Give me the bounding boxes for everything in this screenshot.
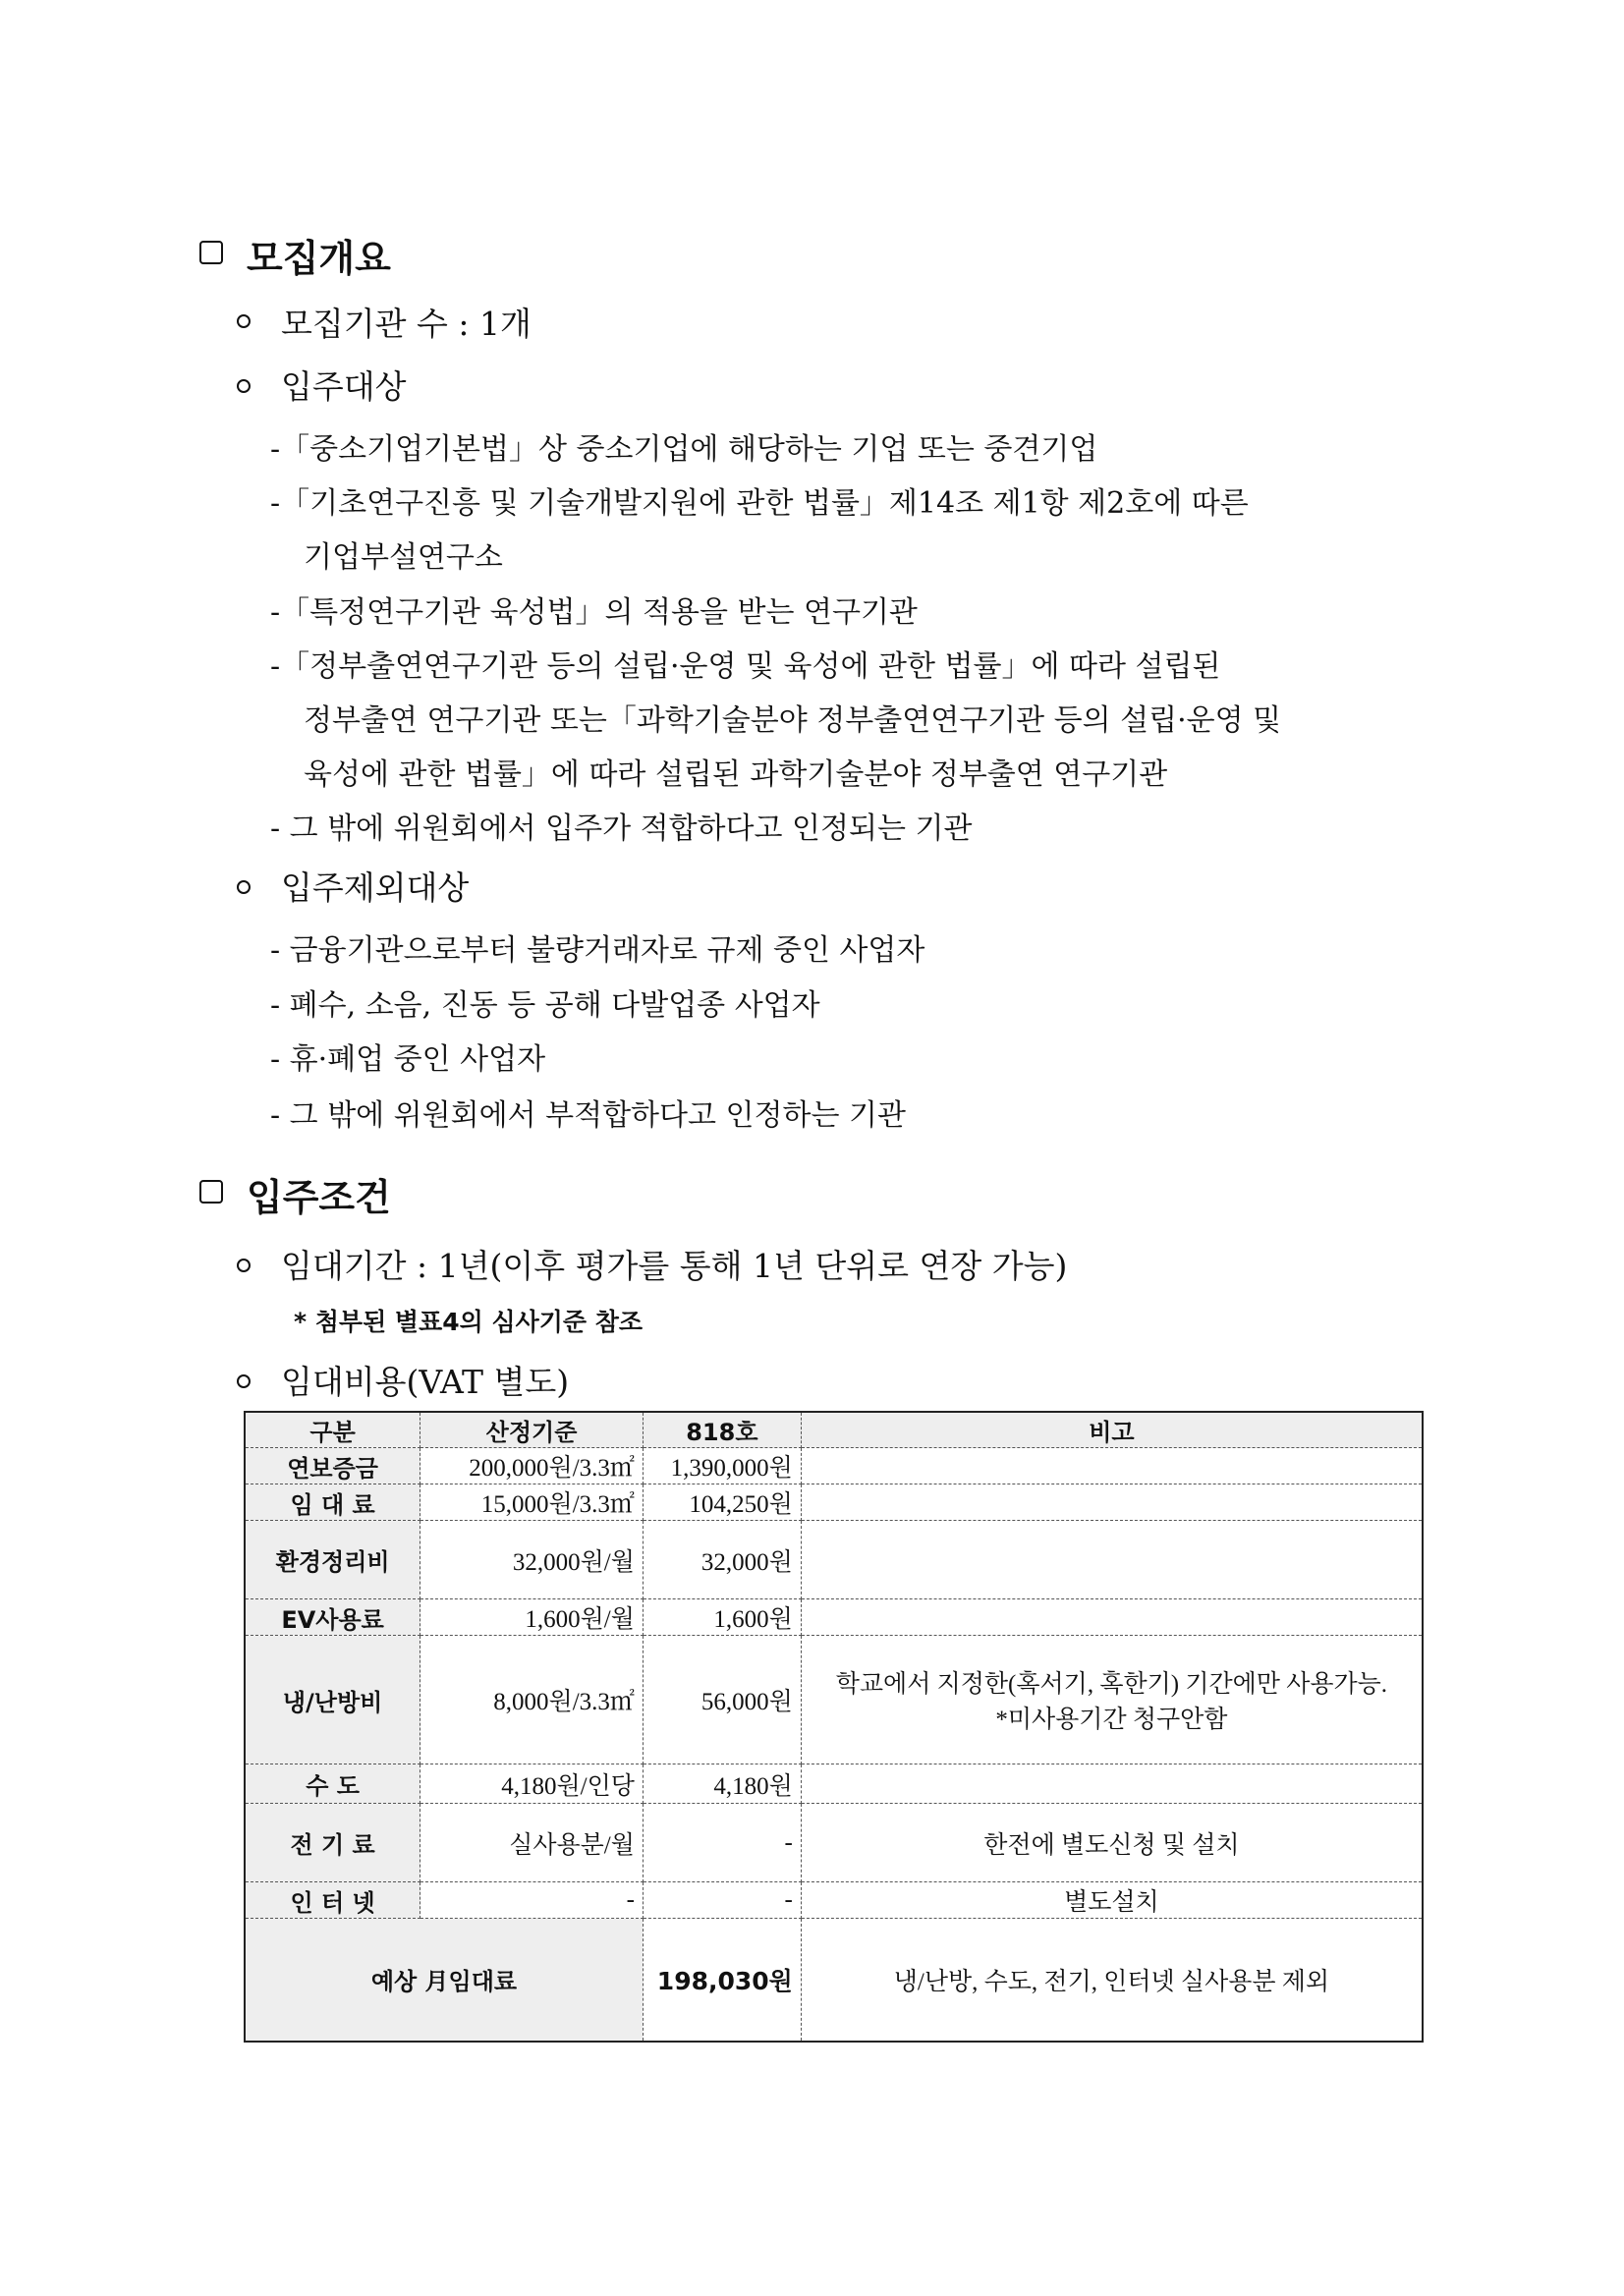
eligible-item-cont: 육성에 관한 법률」에 따라 설립된 과학기술분야 정부출연 연구기관 xyxy=(304,757,1168,792)
fee-table xyxy=(244,1411,1424,2043)
row-amount: - xyxy=(643,1804,801,1882)
table-total-row xyxy=(245,1919,1423,2042)
lease-period: 임대기간 : 1년(이후 평가를 통해 1년 단위로 연장 가능) xyxy=(281,1247,1068,1285)
eligible-item: -「중소기업기본법」상 중소기업에 해당하는 기업 또는 중견기업 xyxy=(270,432,1098,467)
row-category: 임 대 료 xyxy=(245,1484,420,1521)
bullet-circle-icon xyxy=(237,314,251,328)
row-category: 연보증금 xyxy=(245,1448,420,1484)
eligible-item: -「특정연구기관 육성법」의 적용을 받는 연구기관 xyxy=(270,595,918,630)
bullet-circle-icon xyxy=(237,1259,251,1272)
excluded-heading: 입주제외대상 xyxy=(281,868,470,907)
row-basis: 1,600원/월 xyxy=(420,1599,644,1636)
table-row xyxy=(245,1521,1423,1599)
row-remarks xyxy=(801,1764,1423,1804)
row-basis: 실사용분/월 xyxy=(420,1804,644,1882)
row-remarks: 별도설치 xyxy=(801,1882,1423,1919)
total-amount: 198,030원 xyxy=(643,1919,801,2042)
eligible-heading: 입주대상 xyxy=(281,367,407,406)
row-amount: 104,250원 xyxy=(643,1484,801,1521)
row-category: 환경정리비 xyxy=(245,1521,420,1599)
bullet-circle-icon xyxy=(237,1374,251,1388)
excluded-item: - 금융기관으로부터 불량거래자로 규제 중인 사업자 xyxy=(270,933,925,968)
section-title-conditions: 입주조건 xyxy=(247,1176,391,1219)
table-row xyxy=(245,1448,1423,1484)
table-row xyxy=(245,1636,1423,1764)
total-remarks: 냉/난방, 수도, 전기, 인터넷 실사용분 제외 xyxy=(801,1919,1423,2042)
eligible-item: -「기초연구진흥 및 기술개발지원에 관한 법률」제14조 제1항 제2호에 따른 xyxy=(270,486,1249,521)
row-remarks xyxy=(801,1521,1423,1599)
row-basis: 200,000원/3.3㎡ xyxy=(420,1448,644,1484)
table-row xyxy=(245,1484,1423,1521)
header-remarks: 비고 xyxy=(801,1412,1423,1448)
table-row xyxy=(245,1599,1423,1636)
row-category: 수 도 xyxy=(245,1764,420,1804)
row-remarks: 한전에 별도신청 및 설치 xyxy=(801,1804,1423,1882)
table-header-row xyxy=(245,1412,1423,1448)
excluded-item: - 휴·폐업 중인 사업자 xyxy=(270,1042,546,1077)
row-basis: 4,180원/인당 xyxy=(420,1764,644,1804)
bullet-circle-icon xyxy=(237,880,251,894)
row-category: EV사용료 xyxy=(245,1599,420,1636)
review-criteria-note: * 첨부된 별표4의 심사기준 참조 xyxy=(294,1308,644,1336)
row-amount: 4,180원 xyxy=(643,1764,801,1804)
row-category: 냉/난방비 xyxy=(245,1636,420,1764)
header-room: 818호 xyxy=(643,1412,801,1448)
section-checkbox-icon xyxy=(199,1180,223,1204)
section-checkbox-icon xyxy=(199,241,223,264)
remarks-line: *미사용기간 청구안함 xyxy=(995,1707,1228,1733)
row-amount: - xyxy=(643,1882,801,1919)
row-category: 전 기 료 xyxy=(245,1804,420,1882)
eligible-item-cont: 정부출연 연구기관 또는「과학기술분야 정부출연연구기관 등의 설립·운영 및 xyxy=(304,703,1282,738)
eligible-item: -「정부출연연구기관 등의 설립·운영 및 육성에 관한 법률」에 따라 설립된 xyxy=(270,649,1221,684)
excluded-item: - 그 밖에 위원회에서 부적합하다고 인정하는 기관 xyxy=(270,1098,906,1133)
row-remarks xyxy=(801,1599,1423,1636)
recruit-count: 모집기관 수 : 1개 xyxy=(281,305,532,343)
remarks-line: 학교에서 지정한(혹서기, 혹한기) 기간에만 사용가능. xyxy=(835,1671,1388,1698)
row-basis: 15,000원/3.3㎡ xyxy=(420,1484,644,1521)
row-amount: 1,600원 xyxy=(643,1599,801,1636)
row-amount: 56,000원 xyxy=(643,1636,801,1764)
eligible-item: - 그 밖에 위원회에서 입주가 적합하다고 인정되는 기관 xyxy=(270,812,973,846)
row-amount: 32,000원 xyxy=(643,1521,801,1599)
row-remarks xyxy=(801,1484,1423,1521)
row-remarks xyxy=(801,1448,1423,1484)
section-title-recruitment: 모집개요 xyxy=(247,237,391,280)
table-row xyxy=(245,1764,1423,1804)
eligible-item-cont: 기업부설연구소 xyxy=(304,540,503,575)
header-basis: 산정기준 xyxy=(420,1412,644,1448)
bullet-circle-icon xyxy=(237,379,251,393)
row-basis: 8,000원/3.3㎡ xyxy=(420,1636,644,1764)
lease-cost-heading: 임대비용(VAT 별도) xyxy=(281,1363,570,1401)
row-basis: 32,000원/월 xyxy=(420,1521,644,1599)
total-label: 예상 月임대료 xyxy=(245,1919,643,2042)
row-amount: 1,390,000원 xyxy=(643,1448,801,1484)
row-remarks xyxy=(801,1636,1423,1764)
header-category: 구분 xyxy=(245,1412,420,1448)
row-basis: - xyxy=(420,1882,644,1919)
table-row xyxy=(245,1882,1423,1919)
row-category: 인 터 넷 xyxy=(245,1882,420,1919)
table-row xyxy=(245,1804,1423,1882)
excluded-item: - 폐수, 소음, 진동 등 공해 다발업종 사업자 xyxy=(270,988,820,1023)
